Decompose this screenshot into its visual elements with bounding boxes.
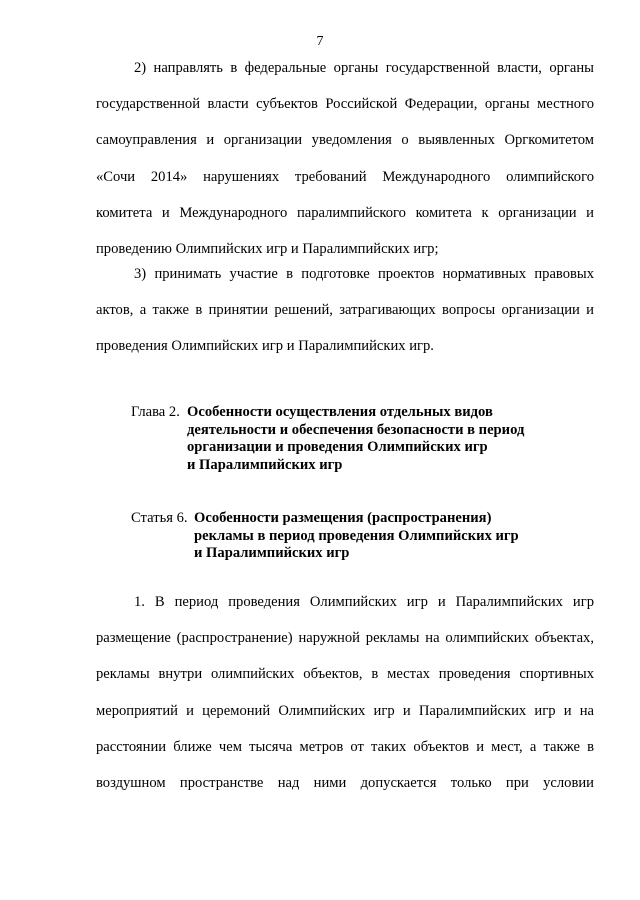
text-line: расстоянии ближе чем тысяча метров от таких объектов и мест, а также в	[96, 738, 594, 755]
article-title-line: и Паралимпийских игр	[194, 545, 350, 561]
chapter-title	[187, 404, 524, 474]
text-line: размещение (распространение) наружной рекламы на олимпийских объектах,	[96, 630, 594, 647]
page-number: 7	[316, 34, 324, 49]
chapter-title-line: деятельности и обеспечения безопасности в период	[187, 421, 525, 438]
text-line: проведению Олимпийских игр и Паралимпийских игр;	[96, 241, 439, 258]
text-line: самоуправления и организации уведомления о выявленных Оргкомитетом	[96, 132, 594, 149]
text-line: 3) принимать участие в подготовке проектов нормативных правовых	[134, 266, 594, 282]
chapter-label: Глава 2.	[131, 404, 180, 420]
text-line: «Сочи 2014» нарушениях требований Международного олимпийского	[96, 168, 594, 185]
list-item-3	[96, 256, 594, 365]
chapter-title-line: организации и проведения Олимпийских игр	[187, 439, 488, 455]
text-line: проведения Олимпийских игр и Паралимпийских игр.	[96, 338, 434, 355]
chapter-title-line: и Паралимпийских игр	[187, 456, 343, 473]
article-title-line: Особенности размещения (распространения)	[194, 510, 492, 526]
chapter-title-line: Особенности осуществления отдельных видов	[187, 404, 493, 420]
article-title-line: рекламы в период проведения Олимпийских игр	[194, 527, 519, 544]
text-line: 2) направлять в федеральные органы государственной власти, органы	[134, 60, 594, 76]
text-line: комитета и Международного паралимпийского комитета к организации и	[96, 204, 594, 221]
text-line: мероприятий и церемоний Олимпийских игр и Паралимпийских игр и на	[96, 702, 594, 719]
article-label: Статья 6.	[131, 510, 188, 526]
text-line: воздушном пространстве над ними допускается только при условии	[96, 775, 594, 792]
article-title	[194, 510, 519, 563]
text-line: государственной власти субъектов Российской Федерации, органы местного	[96, 96, 594, 113]
text-line: актов, а также в принятии решений, затрагивающих вопросы организации и	[96, 302, 594, 319]
text-line: 1. В период проведения Олимпийских игр и Паралимпийских игр	[134, 594, 594, 610]
text-line: рекламы внутри олимпийских объектов, в местах проведения спортивных	[96, 666, 594, 683]
list-item-2	[96, 50, 594, 267]
paragraph-1	[96, 584, 594, 801]
